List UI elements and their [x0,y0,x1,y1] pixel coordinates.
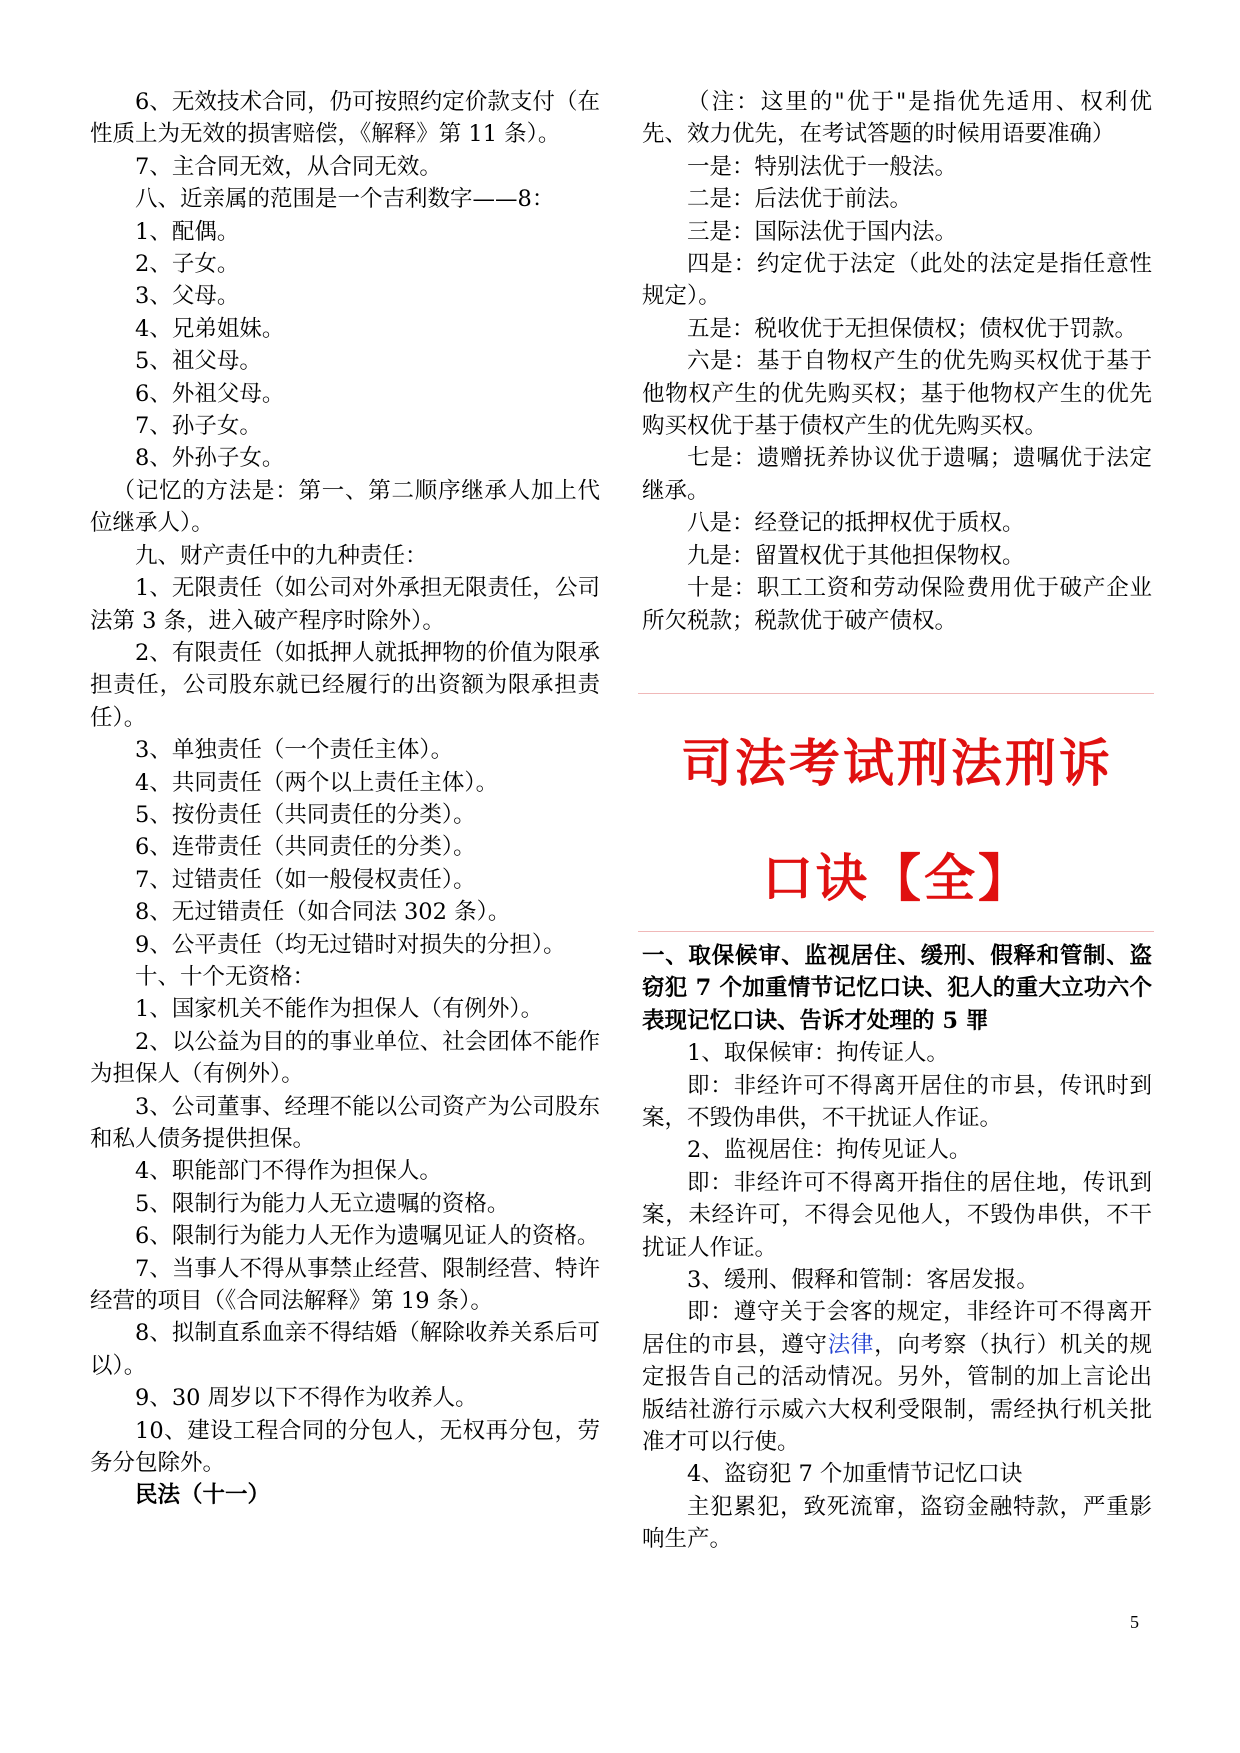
list-item: 10、建设工程合同的分包人，无权再分包，劳务分包除外。 [90,1417,600,1477]
list-item: 7、过错责任（如一般侵权责任）。 [135,866,476,893]
paragraph: 即：非经许可不得离开居住的市县，传讯时到案，不毁伪串供，不干扰证人作证。 [642,1072,1152,1131]
section-heading-ten: 十、十个无资格： [135,963,316,990]
list-item: 3、缓刑、假释和管制：客居发报。 [687,1266,1039,1293]
document-title-line-1: 司法考试刑法刑诉 [680,733,1113,794]
list-item: 9、公平责任（均无过错时对损失的分担）。 [135,931,566,958]
list-item: 1、无限责任（如公司对外承担无限责任，公司法第 3 条，进入破产程序时除外）。 [90,575,600,634]
list-item: 一是：特别法优于一般法。 [687,153,958,180]
list-item: 2、子女。 [135,251,240,278]
list-item: 三是：国际法优于国内法。 [687,218,958,245]
list-item: 7、孙子女。 [135,413,262,440]
note-paragraph: （注：这里的"优于"是指优先适用、权利优先、效力优先，在考试答题的时候用语要准确） [642,89,1152,148]
paragraph-with-link [642,1296,1152,1458]
list-item: 八是：经登记的抵押权优于质权。 [687,510,1025,537]
section-heading-eight: 八、近亲属的范围是一个吉利数字——8： [135,186,555,213]
list-item: 5、限制行为能力人无立遗嘱的资格。 [135,1190,510,1217]
list-item: 4、盗窃犯 7 个加重情节记忆口诀 [687,1461,1023,1488]
list-item: 4、共同责任（两个以上责任主体）。 [135,769,499,796]
paragraph: 即：非经许可不得离开指住的居住地，传讯到案，未经许可，不得会见他人，不毁伪串供，不干扰证人作证。 [642,1169,1152,1261]
paragraph: 主犯累犯，致死流窜，盗窃金融特款，严重影响生产。 [642,1493,1152,1553]
list-item: 六是：基于自物权产生的优先购买权优于基于他物权产生的优先购买权；基于他物权产生的优先购买权优于基于债权产生的优先购买权。 [642,348,1152,440]
list-item: 6、外祖父母。 [135,380,285,407]
list-item: 3、公司董事、经理不能以公司资产为公司股东和私人债务提供担保。 [90,1093,600,1152]
list-item: 五是：税收优于无担保债权；债权优于罚款。 [687,315,1138,342]
list-item: 4、兄弟姐妹。 [135,315,285,342]
list-item: 6、连带责任（共同责任的分类）。 [135,834,476,861]
list-item: 8、拟制直系血亲不得结婚（解除收养关系后可以）。 [90,1320,600,1379]
paragraph: 7、主合同无效，从合同无效。 [135,153,442,180]
list-item: 3、单独责任（一个责任主体）。 [135,737,454,764]
list-item: 2、监视居住：拘传见证人。 [687,1137,972,1164]
list-item: 1、取保候审：拘传证人。 [687,1040,949,1067]
list-item: 5、祖父母。 [135,348,262,375]
list-item: 4、职能部门不得作为担保人。 [135,1158,442,1185]
list-item: 七是：遗赠抚养协议优于遗嘱；遗嘱优于法定继承。 [642,445,1152,504]
list-item: 6、限制行为能力人无作为遗嘱见证人的资格。 [135,1223,600,1250]
left-column [90,86,600,1512]
list-item: 二是：后法优于前法。 [687,186,913,213]
section-heading-civil-law-11: 民法（十一） [135,1482,271,1509]
right-column [642,86,1152,1556]
list-item: 7、当事人不得从事禁止经营、限制经营、特许经营的项目（《合同法解释》第 19 条）。 [90,1255,600,1315]
list-item: 九是：留置权优于其他担保物权。 [687,542,1025,569]
section-heading-nine: 九、财产责任中的九种责任： [135,542,428,569]
law-link[interactable]: 法律 [827,1331,875,1358]
list-item: 十是：职工工资和劳动保险费用优于破产企业所欠税款；税款优于破产债权。 [642,575,1152,634]
list-item: 5、按份责任（共同责任的分类）。 [135,801,476,828]
memory-note: （记忆的方法是：第一、第二顺序继承人加上代位继承人）。 [90,477,600,537]
section-heading-one: 一、取保候审、监视居住、缓刑、假释和管制、盗窃犯 7 个加重情节记忆口诀、犯人的重大立功六个表现记忆口诀、告诉才处理的 5 罪 [642,942,1152,1034]
list-item: 8、无过错责任（如合同法 302 条）。 [135,899,511,926]
page-number: 5 [1130,1612,1139,1632]
paragraph: 6、无效技术合同，仍可按照约定价款支付（在性质上为无效的损害赔偿，《解释》第 11 条）。 [90,89,600,148]
list-item: 1、配偶。 [135,218,240,245]
divider-bottom [638,931,1154,932]
list-item: 3、父母。 [135,283,240,310]
list-item: 9、30 周岁以下不得作为收养人。 [135,1385,478,1412]
list-item: 1、国家机关不能作为担保人（有例外）。 [135,996,544,1023]
text-fragment: 即：遵守关于会客的规定，非经许可不得离开居住的市县，遵守 [642,1299,1152,1358]
list-item: 2、有限责任（如抵押人就抵押物的价值为限承担责任，公司股东就已经履行的出资额为限承担责任）。 [90,639,600,731]
list-item: 2、以公益为目的的事业单位、社会团体不能作为担保人（有例外）。 [90,1028,600,1088]
list-item: 8、外孙子女。 [135,445,285,472]
text-fragment: ，向考察（执行）机关的规定报告自己的活动情况。另外，管制的加上言论出版结社游行示威六大权利受限制，需经执行机关批准才可以行使。 [642,1331,1152,1455]
document-title-line-2: 口诀【全】 [761,848,1032,909]
list-item: 四是：约定优于法定（此处的法定是指任意性规定）。 [642,251,1152,310]
divider-top [638,693,1154,694]
